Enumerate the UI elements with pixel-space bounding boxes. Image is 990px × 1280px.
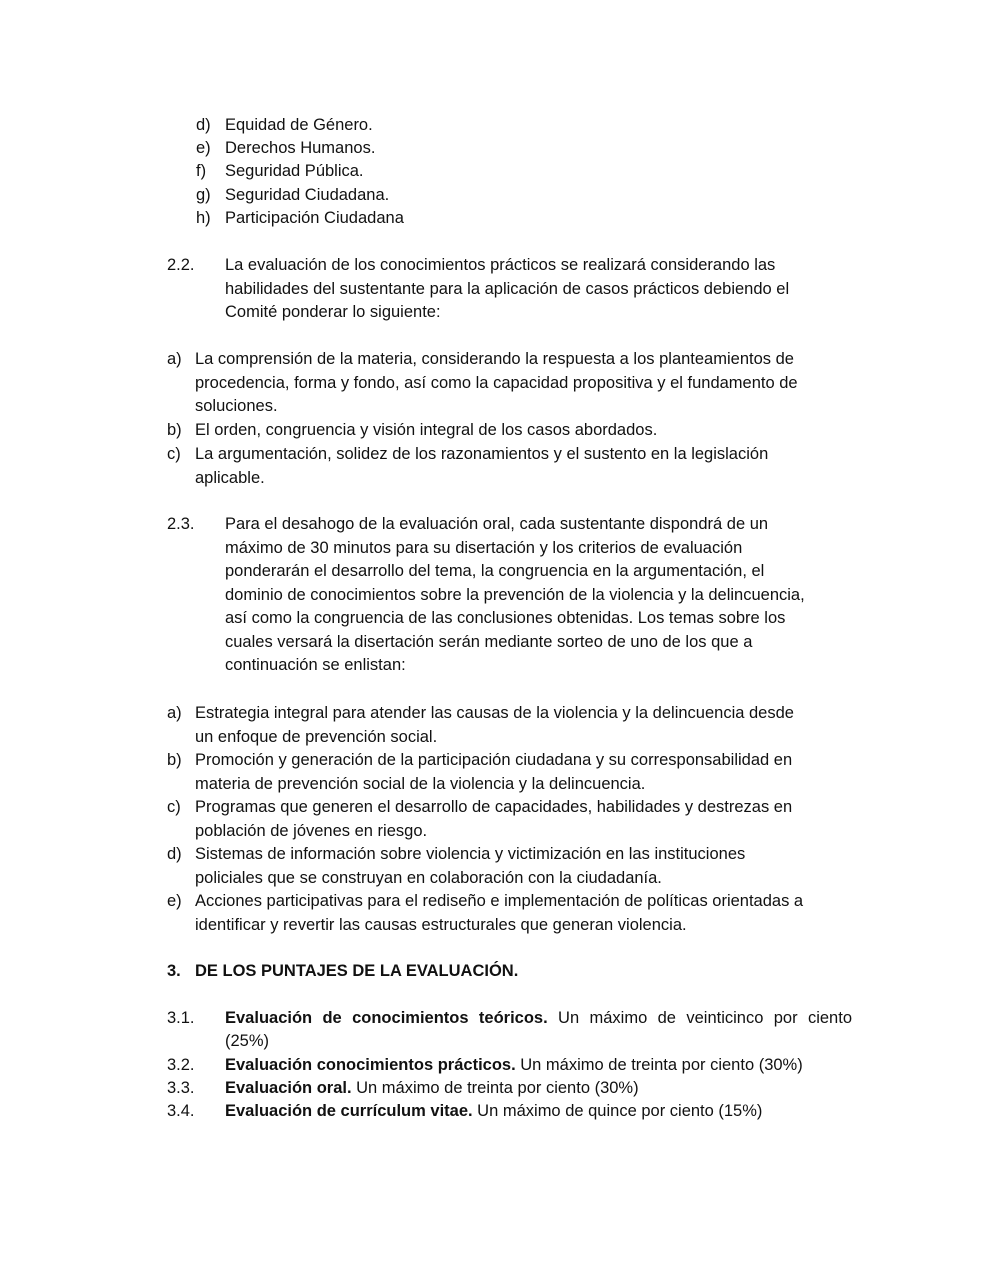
paragraph-line: policiales que se construyan en colaboración con la ciudadanía. <box>195 868 662 887</box>
paragraph-line: Acciones participativas para el rediseño e implementación de políticas orientadas a <box>195 892 804 910</box>
paragraph-line: materia de prevención social de la violencia y la delincuencia. <box>195 774 646 793</box>
list-item: Derechos Humanos. <box>225 139 376 157</box>
list-item-label: f) <box>196 162 207 180</box>
list-item <box>195 843 852 890</box>
paragraph-line: Promoción y generación de la participación ciudadana y su corresponsabilidad en <box>195 751 793 769</box>
paragraph-line: dominio de conocimientos sobre la prevención de la violencia y la delincuencia, <box>225 585 805 604</box>
score-text-continued: (25%) <box>225 1032 270 1050</box>
score-item <box>225 1054 803 1077</box>
list-item-label: d) <box>167 845 182 863</box>
list-item <box>195 890 852 937</box>
list-item-label: c) <box>167 445 181 463</box>
list-item-label: e) <box>167 892 182 910</box>
list-item <box>195 749 852 796</box>
list-item: El orden, congruencia y visión integral de los casos abordados. <box>195 421 658 439</box>
score-title: Evaluación de currículum vitae. <box>225 1102 473 1120</box>
section-3-heading: DE LOS PUNTAJES DE LA EVALUACIÓN. <box>195 962 519 980</box>
list-item <box>195 348 852 419</box>
score-number: 3.2. <box>167 1056 195 1074</box>
list-item-label: c) <box>167 798 181 816</box>
section-number: 2.2. <box>167 256 195 274</box>
paragraph-line: procedencia, forma y fondo, así como la capacidad propositiva y el fundamento de <box>195 373 798 392</box>
section-3-number: 3. <box>167 962 181 980</box>
score-item <box>225 1077 639 1100</box>
score-text: Un máximo de treinta por ciento (30%) <box>351 1079 639 1097</box>
score-number: 3.4. <box>167 1102 195 1120</box>
score-number: 3.3. <box>167 1079 195 1097</box>
list-item-label: a) <box>167 704 182 722</box>
paragraph-line: Para el desahogo de la evaluación oral, cada sustentante dispondrá de un <box>225 515 769 533</box>
section-2-2-paragraph <box>225 254 852 325</box>
list-item: Seguridad Pública. <box>225 162 364 180</box>
paragraph-line: La argumentación, solidez de los razonamientos y el sustento en la legislación <box>195 445 769 463</box>
list-item <box>195 702 852 749</box>
score-title: Evaluación oral. <box>225 1079 352 1097</box>
score-item <box>225 1100 762 1123</box>
paragraph-line: Programas que generen el desarrollo de capacidades, habilidades y destrezas en <box>195 798 793 816</box>
paragraph-line: soluciones. <box>195 397 278 415</box>
list-item-label: e) <box>196 139 211 157</box>
score-item <box>225 1007 852 1031</box>
score-number: 3.1. <box>167 1009 195 1027</box>
list-item-label: b) <box>167 751 182 769</box>
paragraph-line: población de jóvenes en riesgo. <box>195 821 428 840</box>
section-number: 2.3. <box>167 515 195 533</box>
score-text: Un máximo de treinta por ciento (30%) <box>515 1056 803 1074</box>
section-2-3-paragraph <box>225 513 852 678</box>
paragraph-line: ponderarán el desarrollo del tema, la congruencia en la argumentación, el <box>225 562 765 580</box>
paragraph-line: máximo de 30 minutos para su disertación y los criterios de evaluación <box>225 538 743 557</box>
paragraph-line: habilidades del sustentante para la aplicación de casos prácticos debiendo el <box>225 279 790 298</box>
paragraph-line: continuación se enlistan: <box>225 656 406 674</box>
score-title: Evaluación conocimientos prácticos. <box>225 1056 516 1074</box>
list-item-label: h) <box>196 209 211 227</box>
paragraph-line: La evaluación de los conocimientos prácticos se realizará considerando las <box>225 256 776 274</box>
paragraph-line: un enfoque de prevención social. <box>195 727 438 746</box>
paragraph-line: así como la congruencia de las conclusiones obtenidas. Los temas sobre los <box>225 609 786 627</box>
paragraph-line: identificar y revertir las causas estructurales que generan violencia. <box>195 915 687 934</box>
list-item <box>195 443 852 490</box>
list-item-label: b) <box>167 421 182 439</box>
score-text: Un máximo de veinticinco por ciento <box>547 1009 852 1027</box>
paragraph-line: Comité ponderar lo siguiente: <box>225 303 441 321</box>
list-item-label: d) <box>196 116 211 134</box>
paragraph-line: Sistemas de información sobre violencia y victimización en las instituciones <box>195 845 746 863</box>
score-title: Evaluación de conocimientos teóricos. <box>225 1009 548 1027</box>
list-item: Equidad de Género. <box>225 116 373 134</box>
paragraph-line: cuales versará la disertación serán mediante sorteo de uno de los que a <box>225 632 753 651</box>
paragraph-line: aplicable. <box>195 468 265 487</box>
paragraph-line: Estrategia integral para atender las causas de la violencia y la delincuencia desde <box>195 704 794 722</box>
paragraph-line: La comprensión de la materia, considerando la respuesta a los planteamientos de <box>195 350 794 368</box>
list-item-label: a) <box>167 350 182 368</box>
list-item-label: g) <box>196 186 211 204</box>
paragraph-line <box>225 1007 852 1031</box>
list-item: Participación Ciudadana <box>225 209 404 227</box>
list-item: Seguridad Ciudadana. <box>225 186 390 204</box>
score-text: Un máximo de quince por ciento (15%) <box>472 1102 763 1120</box>
list-item <box>195 796 852 843</box>
